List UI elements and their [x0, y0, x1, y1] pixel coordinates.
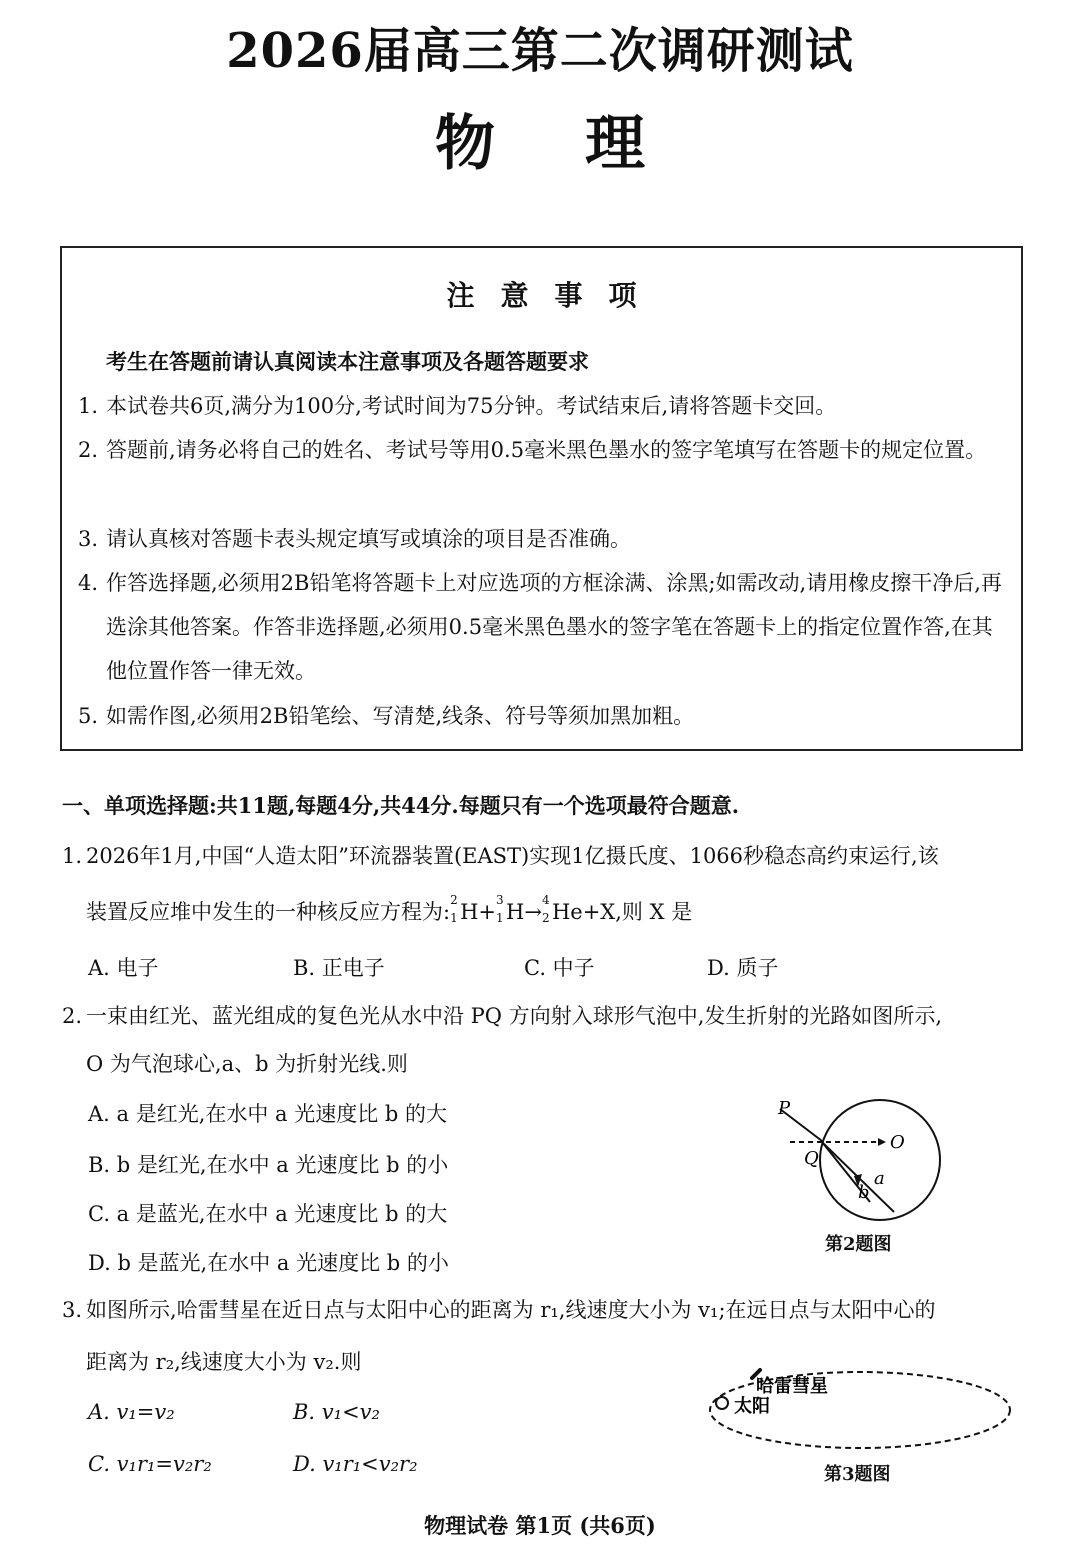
notice-item-number: 1.: [78, 394, 99, 418]
option-b[interactable]: B. 正电子: [293, 956, 385, 980]
question-text-line: 一束由红光、蓝光组成的复色光从水中沿 PQ 方向射入球形气泡中,发生折射的光路如图所示,: [86, 1004, 943, 1028]
mass-number: 4: [541, 893, 550, 907]
normal-arrowhead: [878, 1138, 886, 1146]
option-c[interactable]: C. v₁r₁=v₂r₂: [88, 1452, 212, 1476]
label-p: P: [778, 1098, 791, 1119]
question-text-line: 距离为 r₂,线速度大小为 v₂.则: [86, 1350, 362, 1374]
option-b[interactable]: B. b 是红光,在水中 a 光速度比 b 的小: [88, 1153, 449, 1177]
sun-label: 太阳: [734, 1396, 770, 1417]
question-equation-line: 装置反应堆中发生的一种核反应方程为: 2 1 H+ 3 1 H→ 4 2 He+X,则 X 是: [62, 888, 1032, 936]
option-a[interactable]: A. 电子: [88, 956, 159, 980]
notice-item-number: 4.: [78, 571, 99, 595]
notice-item: [78, 428, 1012, 472]
label-b: b: [858, 1182, 870, 1203]
figure-caption: 第2题图: [825, 1234, 892, 1255]
question-number: 1.: [62, 844, 83, 868]
nucleus-tritium: 3 1 H: [506, 888, 524, 936]
atomic-number: 1: [496, 911, 504, 925]
question-number: 2.: [62, 1004, 83, 1028]
option-d[interactable]: D. 质子: [707, 956, 779, 980]
notice-item-number: 2.: [78, 438, 99, 462]
option-c[interactable]: C. 中子: [524, 956, 595, 980]
label-o: O: [890, 1132, 905, 1153]
notice-item-number: 3.: [78, 527, 99, 551]
notice-item: [78, 561, 1012, 693]
atomic-number: 2: [541, 911, 550, 925]
option-a[interactable]: A. v₁=v₂: [88, 1400, 175, 1424]
sun-icon: [716, 1397, 728, 1409]
question-text-line: 如图所示,哈雷彗星在近日点与太阳中心的距离为 r₁,线速度大小为 v₁;在远日点与太阳中心的: [86, 1298, 936, 1322]
option-d[interactable]: D. v₁r₁<v₂r₂: [293, 1452, 418, 1476]
page-footer: 物理试卷 第1页 (共6页): [424, 1513, 656, 1538]
nucleus-helium: 4 2 He: [552, 888, 583, 936]
equation-suffix: ,则 X 是: [615, 900, 693, 924]
notice-item: [78, 694, 1012, 738]
notice-item-text: 本试卷共6页,满分为100分,考试时间为75分钟。考试结束后,请将答题卡交回。: [106, 394, 837, 418]
notice-intro: 考生在答题前请认真阅读本注意事项及各题答题要求: [106, 349, 589, 374]
notice-title: 注意事项: [446, 279, 663, 312]
question-2: [62, 992, 1032, 1088]
notice-item-text: 答题前,请务必将自己的姓名、考试号等用0.5毫米黑色墨水的签字笔填写在答题卡的规定位置。: [106, 438, 987, 462]
notice-item-number: 5.: [78, 704, 99, 728]
notice-box: [60, 246, 1023, 751]
bubble-refraction-figure: [760, 1090, 960, 1240]
figure-caption: 第3题图: [824, 1464, 891, 1485]
notice-item: [78, 384, 1012, 428]
comet-orbit-figure: [700, 1356, 1020, 1456]
question-text-line: O 为气泡球心,a、b 为折射光线.则: [86, 1052, 408, 1076]
section-heading: 一、单项选择题:共11题,每题4分,共44分.每题只有一个选项最符合题意.: [62, 793, 740, 818]
bubble-circle: [820, 1100, 940, 1220]
option-c[interactable]: C. a 是蓝光,在水中 a 光速度比 b 的大: [88, 1202, 448, 1226]
label-q: Q: [804, 1148, 819, 1169]
mass-number: 2: [450, 893, 458, 907]
notice-item-text: 请认真核对答题卡表头规定填写或填涂的项目是否准确。: [106, 527, 631, 551]
label-a: a: [874, 1168, 885, 1189]
question-text-line: 2026年1月,中国“人造太阳”环流器装置(EAST)实现1亿摄氏度、1066秒稳态高约束运行,该: [86, 844, 939, 868]
notice-item-text: 作答选择题,必须用2B铅笔将答题卡上对应选项的方框涂满、涂黑;如需改动,请用橡皮擦干净后,再选涂其他答案。作答非选择题,必须用0.5毫米黑色墨水的签字笔在答题卡上的指定位置作答,在其他位置作答一律无效。: [106, 571, 1002, 683]
option-b[interactable]: B. v₁<v₂: [293, 1400, 380, 1424]
question-number: 3.: [62, 1298, 83, 1322]
subject-title: 物理: [435, 109, 735, 179]
notice-item: [78, 517, 1012, 561]
mass-number: 3: [496, 893, 504, 907]
equation-prefix: 装置反应堆中发生的一种核反应方程为:: [86, 900, 451, 924]
option-d[interactable]: D. b 是蓝光,在水中 a 光速度比 b 的小: [88, 1251, 449, 1275]
comet-label: 哈雷彗星: [756, 1376, 828, 1397]
atomic-number: 1: [450, 911, 458, 925]
question-1: [62, 832, 1032, 936]
nucleus-deuterium: 2 1 H: [460, 888, 478, 936]
exam-title: 2026届高三第二次调研测试: [226, 23, 854, 79]
option-a[interactable]: A. a 是红光,在水中 a 光速度比 b 的大: [88, 1102, 448, 1126]
notice-item-text: 如需作图,必须用2B铅笔绘、写清楚,线条、符号等须加黑加粗。: [106, 704, 695, 728]
